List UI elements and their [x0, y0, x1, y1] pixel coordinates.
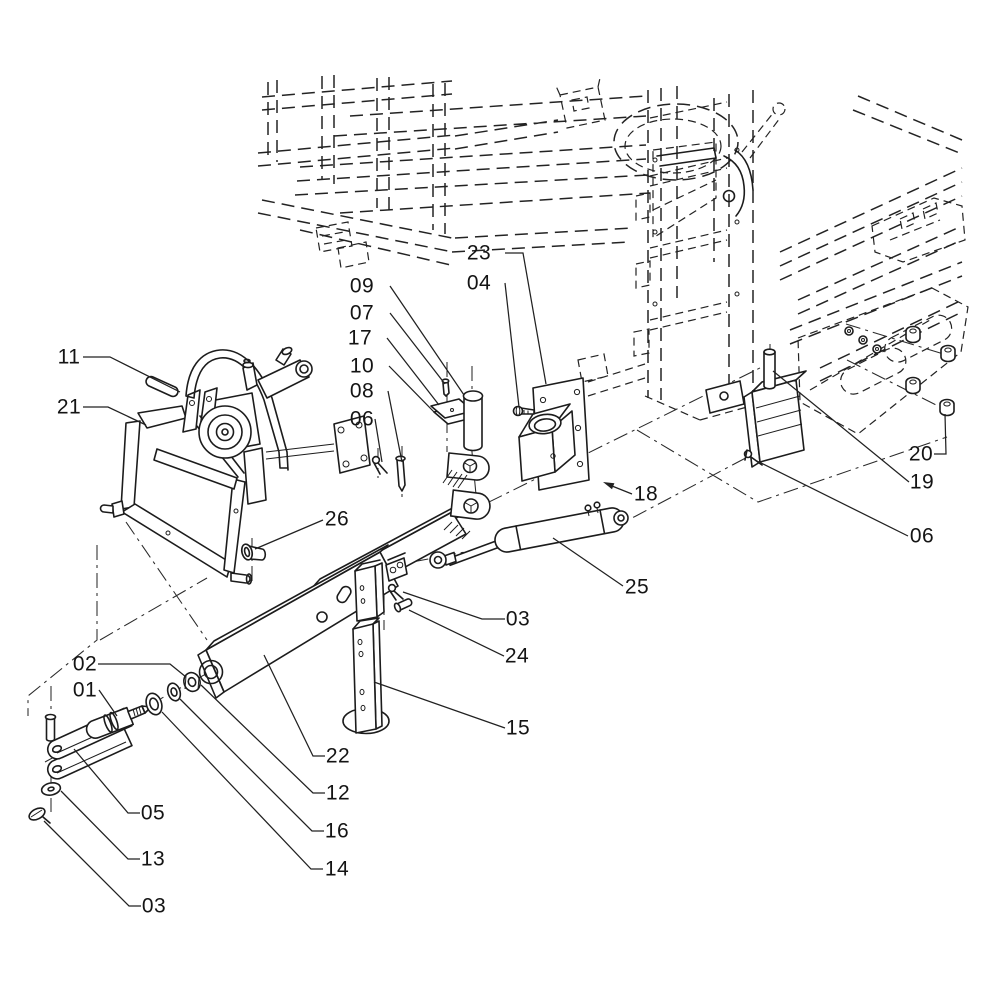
callout-15: 15 — [505, 716, 531, 740]
callout-05: 05 — [140, 801, 166, 825]
centerlines — [28, 324, 950, 812]
arrow-18 — [603, 482, 614, 489]
callout-06-right: 06 — [909, 524, 935, 548]
callout-21: 21 — [56, 395, 82, 419]
part-hitch-pin-09 — [464, 391, 483, 451]
callout-07: 07 — [349, 301, 375, 325]
callout-04: 04 — [466, 271, 492, 295]
part-clevis-eyebolt-assembly — [27, 670, 202, 823]
part-pin-11 — [146, 377, 178, 397]
phantom-right-frame — [780, 96, 968, 434]
part-clip-06-left — [373, 457, 387, 474]
callout-11: 11 — [57, 345, 81, 369]
callout-17: 17 — [347, 326, 373, 350]
callout-14: 14 — [324, 857, 350, 881]
part-support-frame-assembly — [101, 346, 371, 584]
callout-23: 23 — [466, 241, 492, 265]
callout-03-bottom: 03 — [141, 894, 167, 918]
callout-22: 22 — [325, 744, 351, 768]
callout-12: 12 — [325, 781, 351, 805]
part-jack-stand — [343, 618, 389, 734]
callout-03-jack: 03 — [505, 607, 531, 631]
callout-01: 01 — [72, 678, 98, 702]
part-hitch-block-assembly — [514, 378, 590, 490]
callout-16: 16 — [324, 819, 350, 843]
callout-10: 10 — [349, 354, 375, 378]
callout-20: 20 — [908, 442, 934, 466]
callout-24: 24 — [504, 644, 530, 668]
callout-25: 25 — [624, 575, 650, 599]
callout-08: 08 — [349, 379, 375, 403]
callout-02: 02 — [72, 652, 98, 676]
callout-18: 18 — [633, 482, 659, 506]
part-pin-08 — [396, 456, 405, 491]
callout-13: 13 — [140, 847, 166, 871]
callout-leaders — [44, 253, 946, 906]
callout-26: 26 — [324, 507, 350, 531]
phantom-tower-frame — [578, 86, 758, 420]
callout-19: 19 — [909, 470, 935, 494]
callout-06-left: 06 — [349, 407, 375, 431]
part-clip-03-jack — [389, 585, 403, 600]
callout-09: 09 — [349, 274, 375, 298]
phantom-chassis-frame — [258, 75, 650, 268]
